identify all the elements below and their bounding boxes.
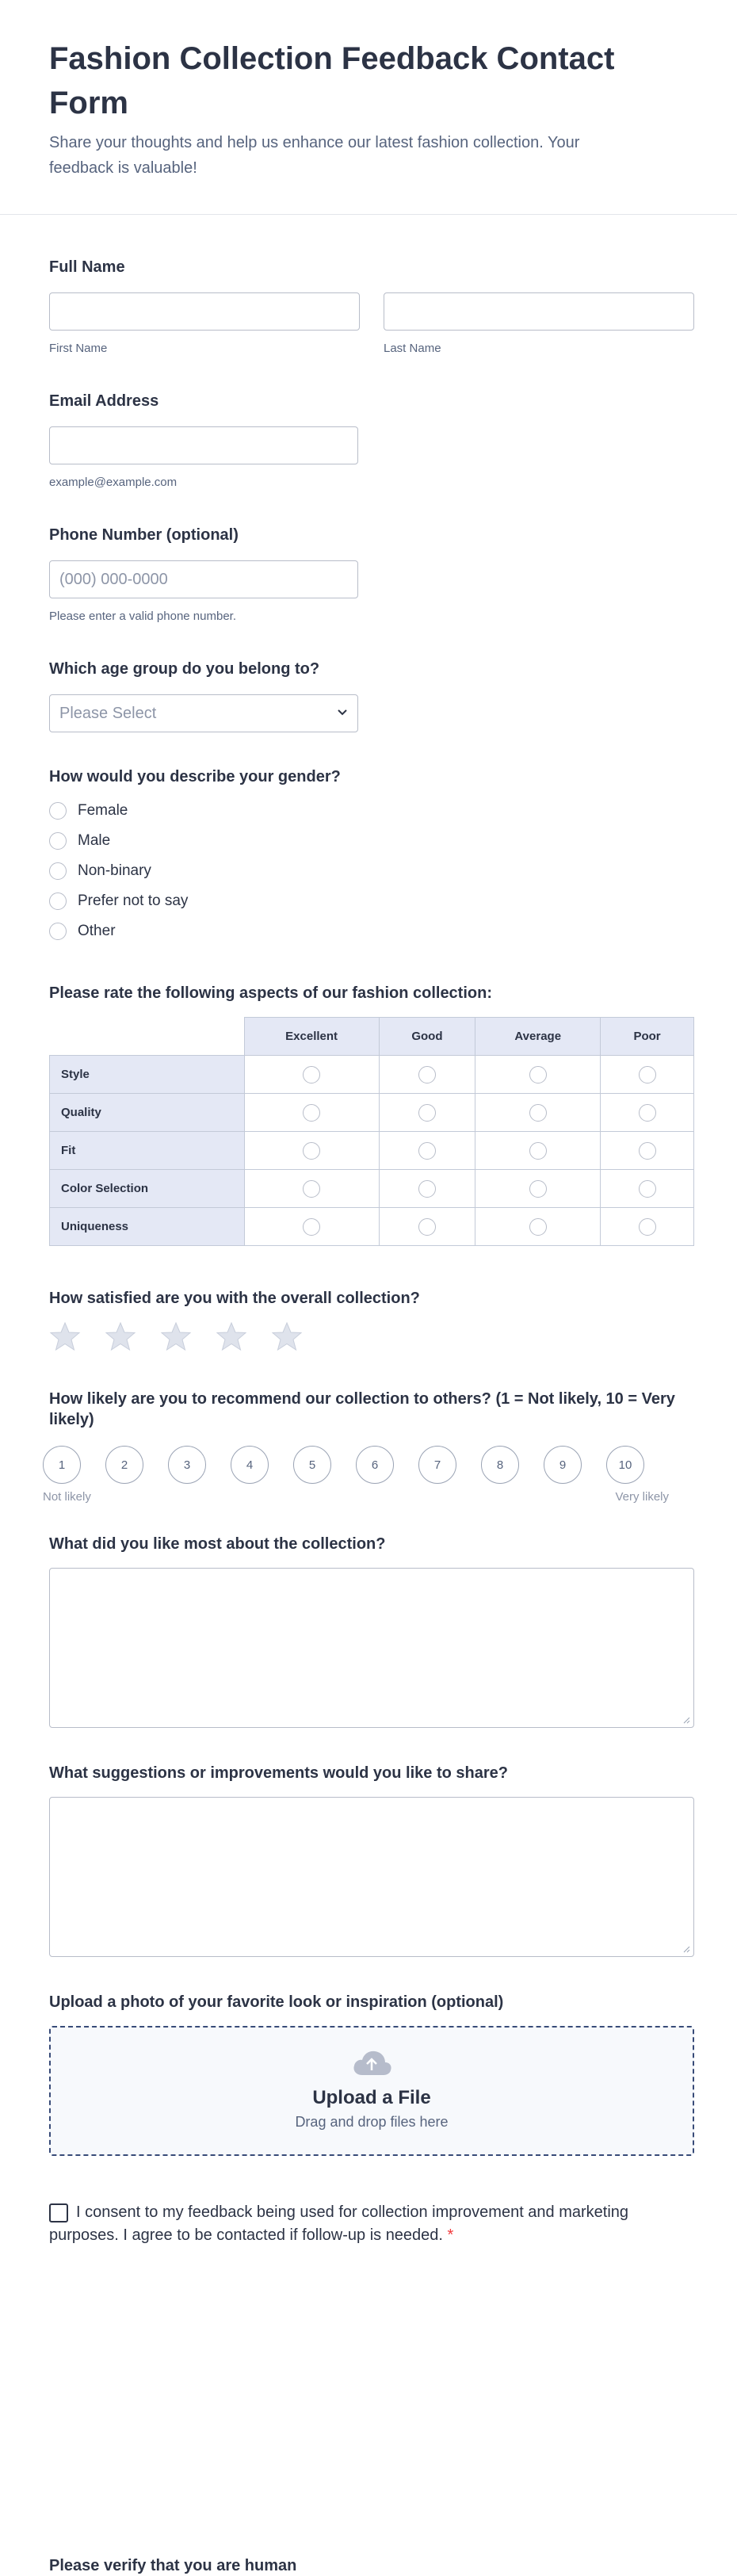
last-name-sublabel: Last Name xyxy=(384,342,441,355)
matrix-radio[interactable] xyxy=(529,1142,547,1160)
scale-option[interactable]: 5 xyxy=(293,1446,331,1484)
matrix-radio[interactable] xyxy=(639,1066,656,1084)
rating-matrix xyxy=(49,1017,694,1246)
upload-subtitle: Drag and drop files here xyxy=(295,2114,449,2130)
satisfaction-label: How satisfied are you with the overall collection? xyxy=(49,1290,420,1307)
liked-label: What did you like most about the collection? xyxy=(49,1535,386,1553)
form-title: Fashion Collection Feedback Contact Form xyxy=(49,41,615,120)
age-field xyxy=(49,660,358,732)
form-header xyxy=(0,0,737,215)
scale-option[interactable]: 2 xyxy=(105,1446,143,1484)
resize-grip-icon[interactable] xyxy=(682,1716,690,1724)
matrix-radio[interactable] xyxy=(639,1180,656,1198)
email-sublabel: example@example.com xyxy=(49,476,178,489)
gender-option-male[interactable] xyxy=(49,826,341,856)
scale-option[interactable]: 6 xyxy=(356,1446,394,1484)
consent-field xyxy=(49,2201,667,2247)
suggestions-label: What suggestions or improvements would you like to share? xyxy=(49,1764,508,1782)
scale-option[interactable]: 9 xyxy=(544,1446,582,1484)
radio-button[interactable] xyxy=(49,832,67,850)
radio-button[interactable] xyxy=(49,862,67,880)
liked-textarea[interactable] xyxy=(49,1568,694,1728)
radio-button[interactable] xyxy=(49,802,67,820)
upload-dropzone[interactable] xyxy=(49,2026,694,2156)
satisfaction-field xyxy=(49,1290,420,1352)
gender-option-label: Prefer not to say xyxy=(78,892,189,909)
email-label: Email Address xyxy=(49,392,159,410)
first-name-sublabel: First Name xyxy=(49,342,108,355)
gender-option-non-binary[interactable] xyxy=(49,856,341,886)
consent-text: I consent to my feedback being used for collection improvement and marketing purposes. I agree to be contacted if follow-up is needed. xyxy=(49,2203,629,2244)
matrix-row-header: Style xyxy=(50,1056,245,1094)
matrix-radio[interactable] xyxy=(418,1066,436,1084)
scale-option[interactable]: 4 xyxy=(231,1446,269,1484)
recommend-scale xyxy=(43,1446,683,1484)
star-icon[interactable] xyxy=(216,1320,247,1352)
matrix-corner xyxy=(50,1018,245,1056)
matrix-radio[interactable] xyxy=(529,1180,547,1198)
matrix-header-row xyxy=(50,1018,694,1056)
scale-option[interactable]: 10 xyxy=(606,1446,644,1484)
matrix-radio[interactable] xyxy=(639,1218,656,1236)
age-label: Which age group do you belong to? xyxy=(49,660,320,678)
email-field xyxy=(49,392,358,489)
chevron-down-icon xyxy=(337,709,348,717)
upload-field xyxy=(49,1993,694,2156)
suggestions-textarea[interactable] xyxy=(49,1797,694,1957)
scale-option[interactable]: 8 xyxy=(481,1446,519,1484)
star-icon[interactable] xyxy=(105,1320,136,1352)
age-select[interactable] xyxy=(49,694,358,732)
captcha-field xyxy=(49,2557,296,2575)
matrix-row-header: Uniqueness xyxy=(50,1208,245,1246)
captcha-label: Please verify that you are human xyxy=(49,2557,297,2574)
scale-option[interactable]: 3 xyxy=(168,1446,206,1484)
matrix-row-color-selection xyxy=(50,1170,694,1208)
rating-matrix-field xyxy=(49,984,694,1246)
full-name-field xyxy=(49,258,694,355)
radio-button[interactable] xyxy=(49,923,67,940)
matrix-row-uniqueness xyxy=(50,1208,694,1246)
gender-field xyxy=(49,768,341,946)
recommend-label: How likely are you to recommend our collection to others? (1 = Not likely, 10 = Very likely) xyxy=(49,1390,675,1428)
full-name-label: Full Name xyxy=(49,258,125,276)
matrix-radio[interactable] xyxy=(303,1180,320,1198)
phone-sublabel: Please enter a valid phone number. xyxy=(49,610,236,623)
phone-field xyxy=(49,526,358,623)
gender-options xyxy=(49,796,341,946)
matrix-radio[interactable] xyxy=(418,1104,436,1122)
phone-input[interactable] xyxy=(49,560,358,598)
gender-option-label: Other xyxy=(78,923,116,939)
gender-option-label: Female xyxy=(78,802,128,819)
matrix-radio[interactable] xyxy=(303,1142,320,1160)
liked-field xyxy=(49,1535,694,1728)
recommend-field xyxy=(43,1389,683,1509)
upload-title: Upload a File xyxy=(312,2087,431,2108)
consent-text-block xyxy=(49,2201,667,2247)
matrix-row-header: Fit xyxy=(50,1132,245,1170)
matrix-radio[interactable] xyxy=(418,1218,436,1236)
last-name-input[interactable] xyxy=(384,292,694,331)
scale-option[interactable]: 7 xyxy=(418,1446,456,1484)
gender-option-label: Non-binary xyxy=(78,862,151,879)
matrix-radio[interactable] xyxy=(639,1104,656,1122)
gender-option-other[interactable] xyxy=(49,916,341,946)
consent-checkbox[interactable] xyxy=(49,2203,68,2222)
matrix-radio[interactable] xyxy=(303,1218,320,1236)
suggestions-field xyxy=(49,1764,694,1957)
matrix-radio[interactable] xyxy=(529,1218,547,1236)
phone-placeholder: (000) 000-0000 xyxy=(59,571,168,588)
matrix-column-header: Poor xyxy=(601,1018,694,1056)
matrix-radio[interactable] xyxy=(529,1104,547,1122)
gender-option-prefer-not[interactable] xyxy=(49,886,341,916)
matrix-row-header: Color Selection xyxy=(50,1170,245,1208)
upload-label: Upload a photo of your favorite look or inspiration (optional) xyxy=(49,1993,504,2011)
star-icon[interactable] xyxy=(160,1320,192,1352)
matrix-radio[interactable] xyxy=(303,1066,320,1084)
scale-high-label: Very likely xyxy=(615,1490,669,1504)
matrix-row-style xyxy=(50,1056,694,1094)
resize-grip-icon[interactable] xyxy=(682,1945,690,1953)
form-subtitle: Share your thoughts and help us enhance our latest fashion collection. Your feedback is valuable! xyxy=(49,134,580,177)
matrix-column-header: Average xyxy=(475,1018,601,1056)
rating-matrix-label: Please rate the following aspects of our fashion collection: xyxy=(49,984,492,1002)
email-input[interactable] xyxy=(49,426,358,464)
cloud-upload-icon xyxy=(351,2048,392,2078)
gender-option-female[interactable] xyxy=(49,796,341,826)
matrix-row-fit xyxy=(50,1132,694,1170)
matrix-radio[interactable] xyxy=(639,1142,656,1160)
first-name-input[interactable] xyxy=(49,292,360,331)
matrix-column-header: Good xyxy=(379,1018,475,1056)
star-icon[interactable] xyxy=(49,1320,81,1352)
gender-label: How would you describe your gender? xyxy=(49,768,341,785)
phone-label: Phone Number (optional) xyxy=(49,526,239,544)
scale-option[interactable]: 1 xyxy=(43,1446,81,1484)
radio-button[interactable] xyxy=(49,892,67,910)
age-select-value: Please Select xyxy=(59,705,157,722)
scale-low-label: Not likely xyxy=(43,1490,91,1504)
star-icon[interactable] xyxy=(271,1320,303,1352)
matrix-radio[interactable] xyxy=(303,1104,320,1122)
matrix-radio[interactable] xyxy=(418,1180,436,1198)
matrix-row-quality xyxy=(50,1094,694,1132)
matrix-column-header: Excellent xyxy=(244,1018,379,1056)
matrix-radio[interactable] xyxy=(418,1142,436,1160)
matrix-row-header: Quality xyxy=(50,1094,245,1132)
star-rating xyxy=(49,1320,420,1352)
required-mark: * xyxy=(447,2226,454,2244)
matrix-radio[interactable] xyxy=(529,1066,547,1084)
gender-option-label: Male xyxy=(78,832,111,849)
